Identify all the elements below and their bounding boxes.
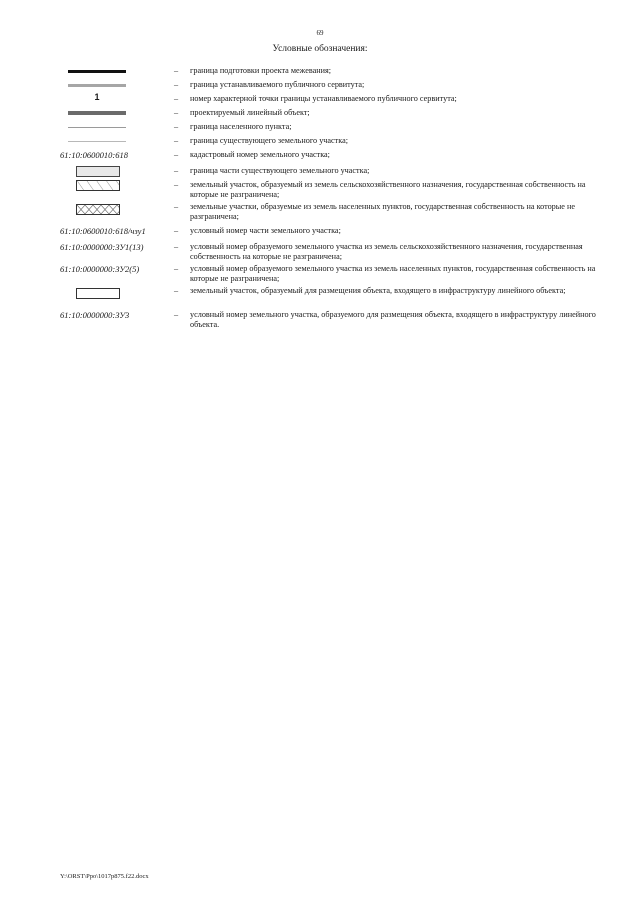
legend-text: граница части существующего земельного участка; (190, 166, 370, 175)
legend-row (60, 134, 600, 148)
parcel-code: 61:10:0000000:ЗУ1(13) (60, 242, 144, 252)
legend (60, 64, 600, 330)
dash: – (173, 166, 179, 175)
legend-row (60, 64, 600, 78)
legend-text: граница населенного пункта; (190, 122, 292, 131)
legend-row (60, 262, 600, 284)
crosshatch-box-symbol (60, 200, 170, 214)
dash: – (173, 66, 179, 75)
dash: – (173, 202, 179, 211)
legend-text: номер характерной точки границы устанавливаемого публичного сервитута; (190, 94, 457, 103)
legend-row (60, 120, 600, 134)
legend-row (60, 284, 600, 308)
legend-text: кадастровый номер земельного участка; (190, 150, 330, 159)
legend-text: условный номер образуемого земельного участка из земель сельскохозяйственного назначения, государственная собственность на которые не разграничена; (190, 242, 583, 261)
point-number-symbol (60, 92, 170, 106)
legend-row (60, 240, 600, 262)
hatched-box-symbol (60, 178, 170, 192)
hatched-box-icon (76, 180, 120, 191)
dash: – (173, 226, 179, 235)
legend-row (60, 148, 600, 164)
dash: – (173, 264, 179, 273)
dash: – (173, 180, 179, 189)
crosshatch-box-icon (76, 204, 120, 215)
legend-row (60, 224, 600, 240)
legend-text: проектируемый линейный объект; (190, 108, 310, 117)
legend-text: земельный участок, образуемый из земель сельскохозяйственного назначения, государственная собственность на которые не разграничена; (190, 180, 586, 199)
parcel-code: 61:10:0000000:ЗУ2(5) (60, 264, 140, 274)
cadastral-code: 61:10:0600010:618 (60, 150, 128, 160)
thick-black-line-symbol (60, 64, 170, 78)
parcel-code: 61:10:0000000:ЗУ3 (60, 310, 130, 320)
legend-row (60, 92, 600, 106)
legend-row (60, 308, 600, 330)
legend-row (60, 200, 600, 224)
legend-text: граница существующего земельного участка; (190, 136, 349, 145)
legend-row (60, 106, 600, 120)
thin-line-symbol (60, 134, 170, 148)
legend-text: граница устанавливаемого публичного сервитута; (190, 80, 365, 89)
legend-title: Условные обозначения: (272, 44, 368, 54)
dotted-box-symbol (60, 164, 170, 178)
dash: – (173, 150, 179, 159)
dash: – (173, 122, 179, 131)
dark-gray-line-symbol (60, 106, 170, 120)
dash: – (173, 310, 179, 319)
dotted-box-icon (76, 166, 120, 177)
dash: – (173, 136, 179, 145)
legend-text: граница подготовки проекта межевания; (190, 66, 332, 75)
footer-file-path: Y:\ORST\Ppo\1017p875.f22.docx (60, 873, 149, 880)
empty-box-symbol (60, 284, 170, 298)
legend-text: условный номер образуемого земельного участка из земель населенных пунктов, государственная собственность на которые не разграничена; (190, 264, 596, 283)
gray-line-symbol (60, 78, 170, 92)
legend-text: условный номер части земельного участка; (190, 226, 341, 235)
page-number: 69 (316, 29, 324, 37)
dash: – (173, 94, 179, 103)
legend-row (60, 178, 600, 200)
legend-text: условный номер земельного участка, образуемого для размещения объекта, входящего в инфраструктуру линейного объекта. (190, 310, 596, 329)
legend-text: земельный участок, образуемый для размещения объекта, входящего в инфраструктуру линейного объекта; (190, 286, 566, 295)
dash: – (173, 286, 179, 295)
point-number-label: 1 (94, 92, 100, 102)
dash: – (173, 108, 179, 117)
legend-row (60, 164, 600, 178)
legend-row (60, 78, 600, 92)
thin-gray-line-symbol (60, 120, 170, 134)
part-code: 61:10:0600010:618/чзу1 (60, 226, 146, 236)
legend-text: земельные участки, образуемые из земель населенных пунктов, государственная собственность на которые не разграничена; (190, 202, 575, 221)
empty-box-icon (76, 288, 120, 299)
dash: – (173, 242, 179, 251)
dash: – (173, 80, 179, 89)
